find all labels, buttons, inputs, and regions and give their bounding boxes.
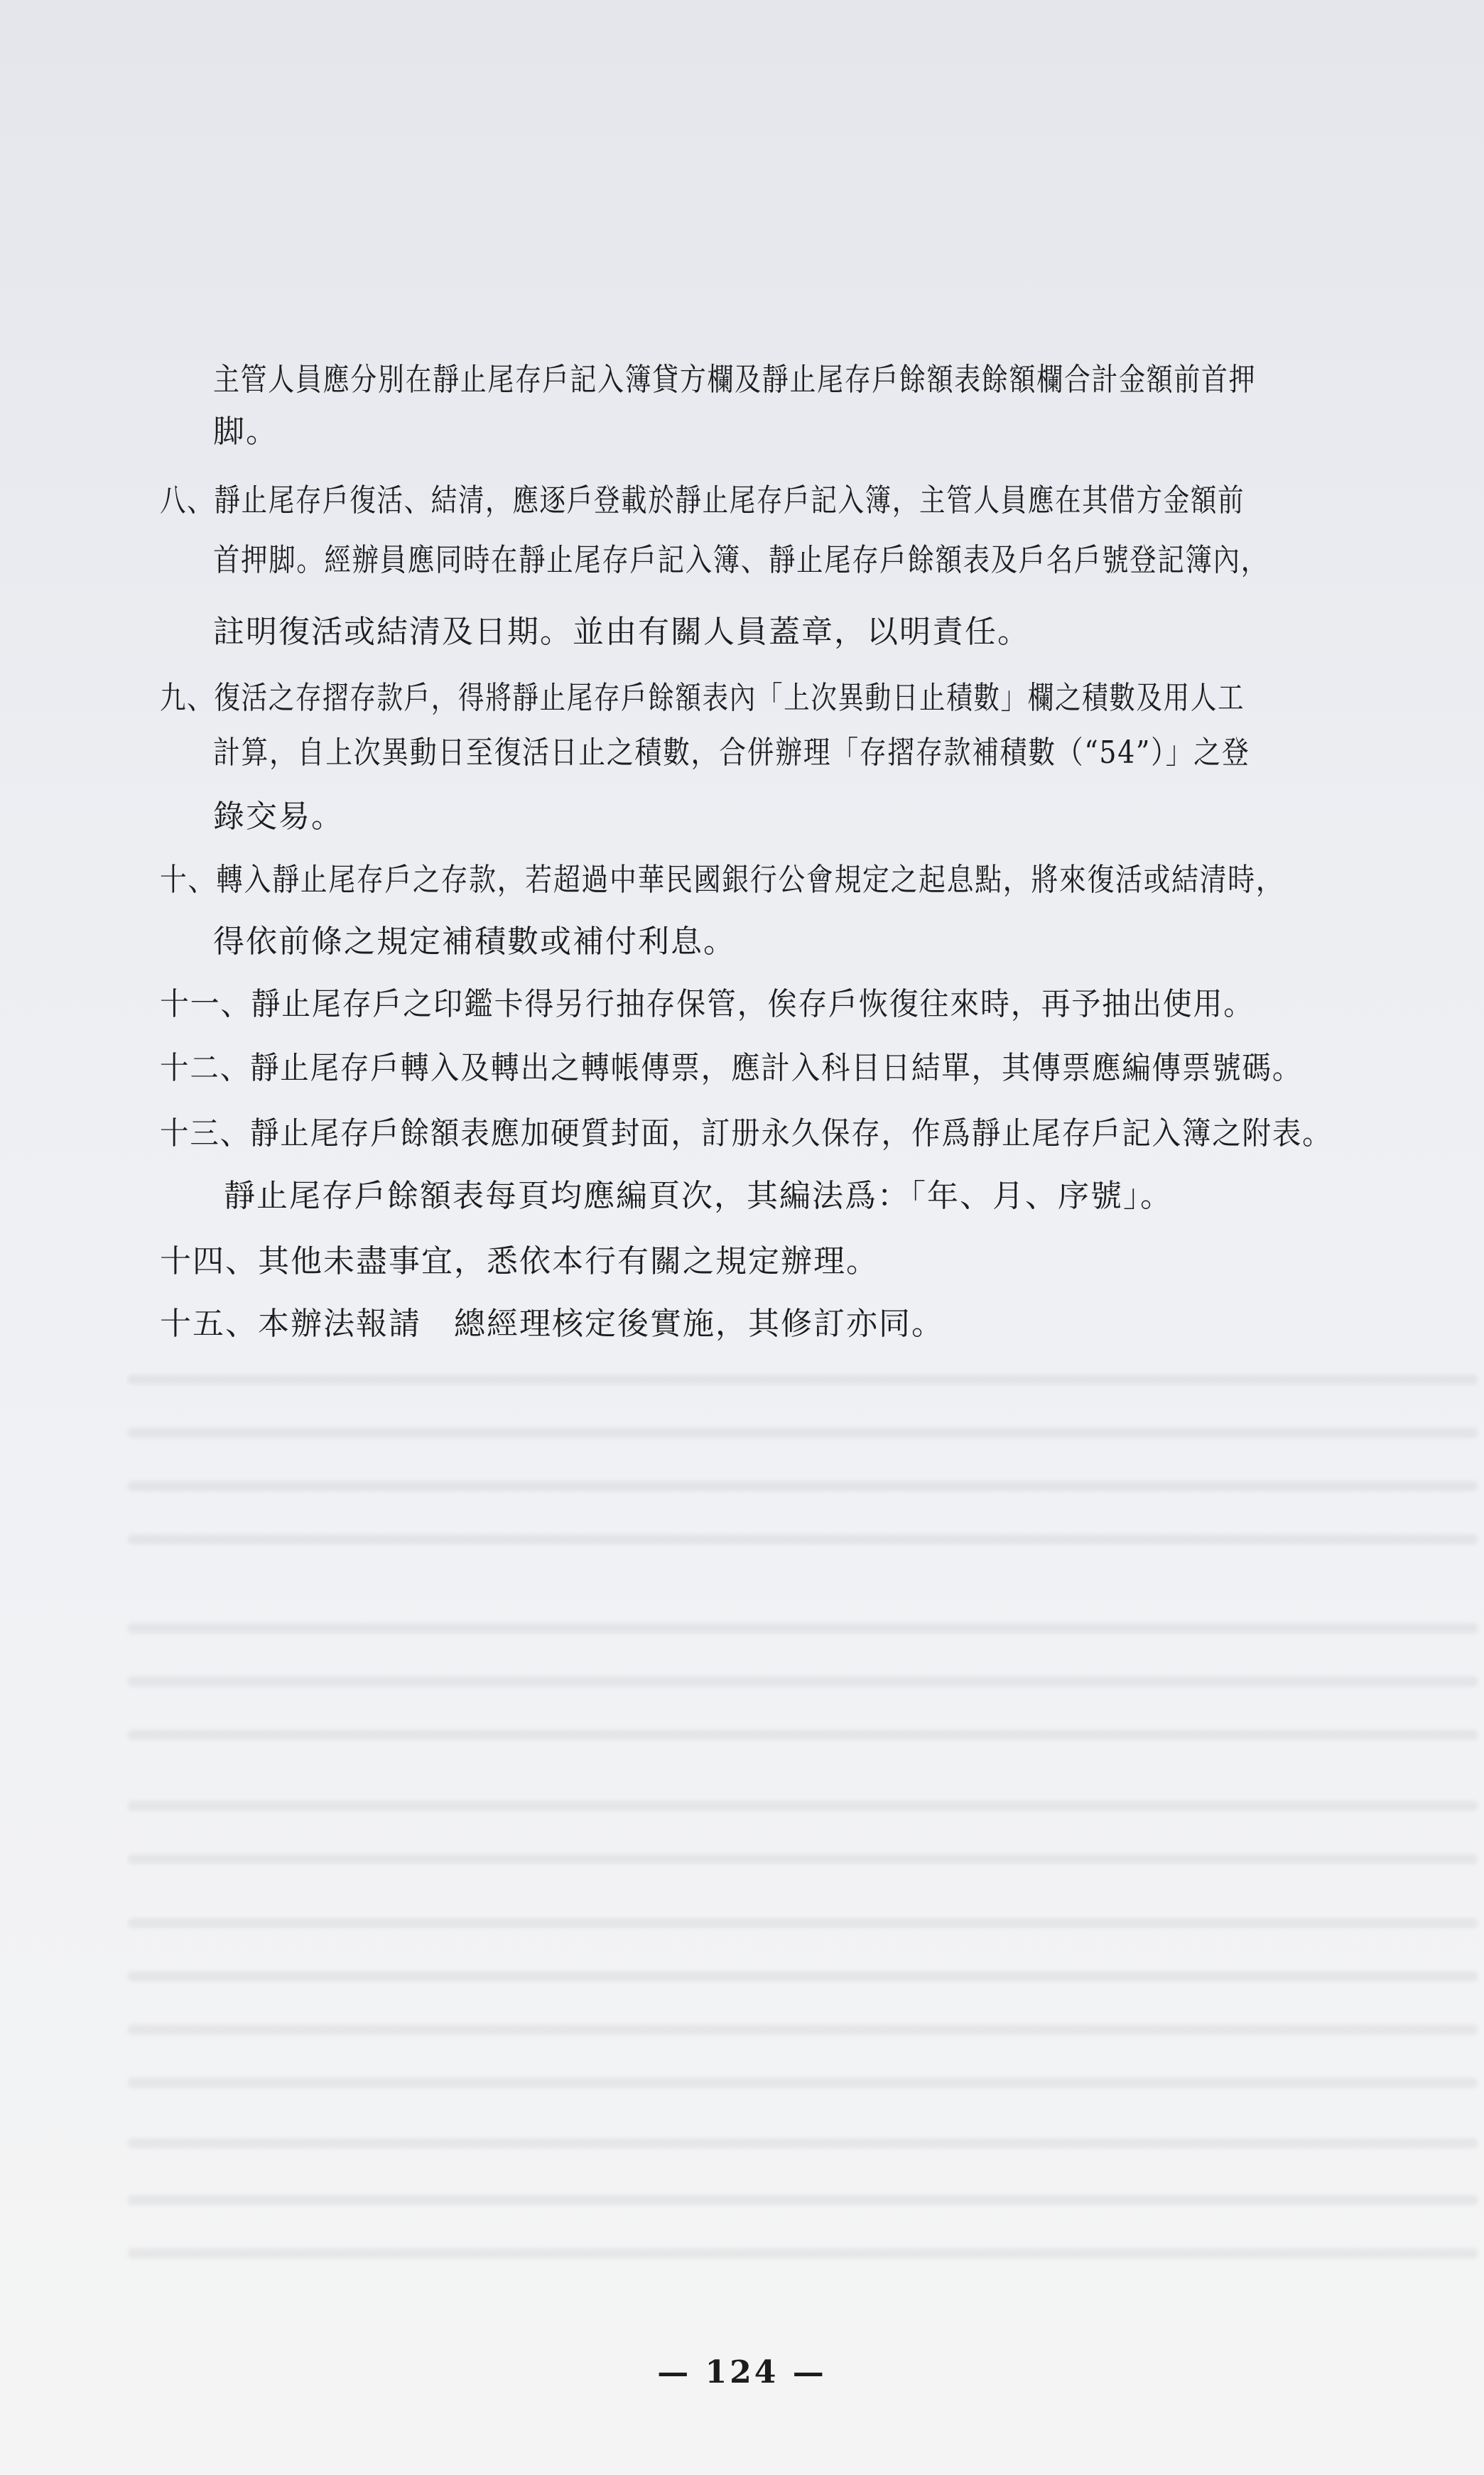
show-through-line [128,2248,1478,2258]
clause-13-line: 十三、靜止尾存戶餘額表應加硬質封面，訂册永久保存，作爲靜止尾存戶記入簿之附表。 [160,1115,1333,1152]
show-through-line [128,1428,1478,1438]
clause-9-line: 九、復活之存摺存款戶，得將靜止尾存戶餘額表內「上次異動日止積數」欄之積數及用人工 [160,680,1245,716]
clause-10-line: 十、轉入靜止尾存戶之存款，若超過中華民國銀行公會規定之起息點，將來復活或結清時， [160,862,1284,898]
clause-9-line: 錄交易。 [213,798,344,835]
clause-15-line: 十五、本辦法報請 總經理核定後實施，其修訂亦同。 [160,1306,944,1342]
page-number: — 124 — [657,2354,827,2390]
show-through-line [128,2195,1478,2205]
show-through-line [128,1375,1478,1385]
show-through-line [128,1730,1478,1740]
show-through-line [128,1481,1478,1491]
clause-13-line: 靜止尾存戶餘額表每頁均應編頁次，其編法爲：「年、月、序號」。 [224,1178,1173,1214]
show-through-line [128,1623,1478,1633]
show-through-line [128,1677,1478,1686]
clause-11-line: 十一、靜止尾存戶之印鑑卡得另行抽存保管，俟存戶恢復往來時，再予抽出使用。 [160,986,1255,1022]
show-through-line [128,2078,1478,2088]
clause-9-line: 計算，自上次異動日至復活日止之積數，合併辦理「存摺存款補積數（“54”）」之登 [213,735,1250,771]
clause-8-line: 註明復活或結清及日期。並由有關人員蓋章，以明責任。 [213,614,1030,650]
clause-10-line: 得依前條之規定補積數或補付利息。 [213,924,736,960]
show-through-line [128,1854,1478,1864]
show-through-line [128,1534,1478,1544]
body-line: 主管人員應分別在靜止尾存戶記入簿貸方欄及靜止尾存戶餘額表餘額欄合計金額前首押 [213,362,1257,398]
body-line: 脚。 [213,413,278,450]
show-through-line [128,1801,1478,1811]
clause-8-line: 八、靜止尾存戶復活、結清，應逐戶登載於靜止尾存戶記入簿，主管人員應在其借方金額前 [160,482,1245,519]
show-through-line [128,1918,1478,1928]
clause-8-line: 首押脚。經辦員應同時在靜止尾存戶記入簿、靜止尾存戶餘額表及戶名戶號登記簿內， [213,542,1269,578]
show-through-line [128,2138,1478,2148]
clause-12-line: 十二、靜止尾存戶轉入及轉出之轉帳傳票，應計入科目日結單，其傳票應編傳票號碼。 [160,1050,1303,1086]
show-through-line [128,2025,1478,2035]
show-through-line [128,1971,1478,1981]
clause-14-line: 十四、其他未盡事宜，悉依本行有關之規定辦理。 [160,1243,879,1279]
